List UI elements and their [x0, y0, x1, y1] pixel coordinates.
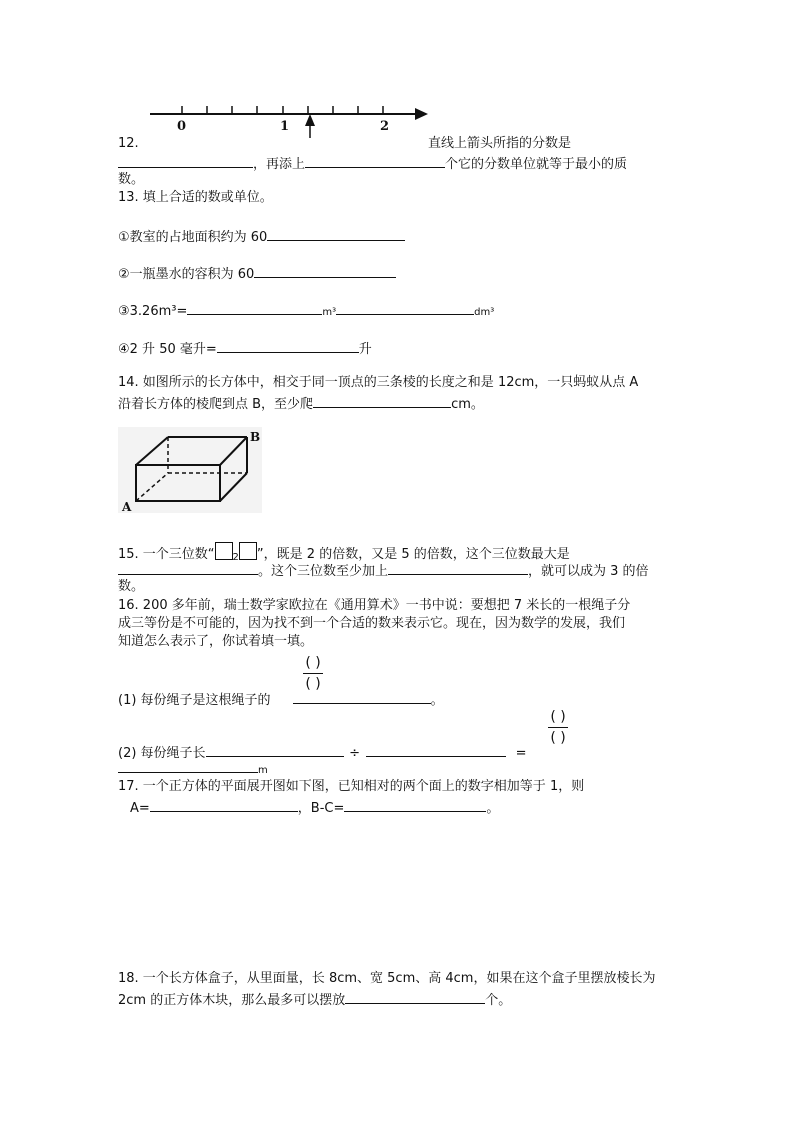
- q15-blank-1[interactable]: [118, 560, 258, 575]
- q15-text-a: 15. 一个三位数“: [118, 547, 215, 562]
- fraction-2-denominator[interactable]: ( ): [550, 730, 566, 746]
- q16-line3: 知道怎么表示了，你试着填一填。: [118, 634, 314, 649]
- q16-part2-blank-1[interactable]: [206, 742, 344, 757]
- axis-label-2: 2: [380, 119, 390, 134]
- q13-item4-text: ④2 升 50 毫升=: [118, 342, 217, 357]
- q17-a-label: A=: [130, 801, 150, 816]
- fraction-1-denominator[interactable]: ( ): [305, 676, 321, 692]
- q14-line2-text: 沿着长方体的棱爬到点 B，至少爬: [118, 397, 314, 412]
- q18-line2-text: 2cm 的正方体木块，那么最多可以摆放: [118, 993, 346, 1008]
- q13-item4: [118, 338, 372, 359]
- q17-bc-label: ，B-C=: [297, 801, 345, 816]
- q13-item1: [118, 226, 405, 247]
- axis-label-1: 1: [280, 119, 290, 134]
- fraction-2-numerator[interactable]: ( ): [548, 709, 568, 728]
- q15-text-b: ”，既是 2 的倍数，又是 5 的倍数，这个三位数最大是: [256, 547, 570, 562]
- q16-part2-line2: [118, 758, 268, 780]
- q13-item3: [118, 300, 494, 322]
- q17-end: 。: [486, 801, 500, 816]
- axis-label-0: 0: [177, 119, 187, 134]
- q16-part1: [118, 689, 444, 710]
- q15-digit: 2: [232, 552, 239, 563]
- q12-text-a: 直线上箭头所指的分数是: [428, 136, 572, 151]
- q12-text-b: ，再添上: [253, 157, 306, 172]
- divide-sign: ÷: [349, 746, 361, 761]
- q16-line2: 成三等份是不可能的，因为找不到一个合适的数来表示它。现在，因为数学的发展，我们: [118, 616, 626, 631]
- q13-item1-blank[interactable]: [267, 226, 405, 241]
- q15-line2: [118, 560, 649, 581]
- q13-item3-blank-1[interactable]: [187, 300, 322, 315]
- fraction-2[interactable]: [548, 709, 568, 746]
- q16-part2-blank-3[interactable]: [118, 758, 258, 773]
- q12-number: 12.: [118, 136, 139, 151]
- q16-unit-m: m: [258, 765, 268, 776]
- equals-sign: =: [515, 746, 527, 761]
- q17-a-blank[interactable]: [150, 797, 298, 812]
- q12-blank-1[interactable]: [118, 153, 253, 168]
- q13-item2-blank[interactable]: [254, 263, 396, 278]
- q16-part1-end: 。: [430, 693, 444, 708]
- fraction-1-numerator[interactable]: ( ): [303, 655, 323, 674]
- q13-title: 13. 填上合适的数或单位。: [118, 190, 273, 205]
- q13-item2: [118, 263, 396, 284]
- digit-box-2[interactable]: [239, 542, 257, 560]
- q18-line2: [118, 989, 511, 1010]
- q14-line1: 14. 如图所示的长方体中，相交于同一顶点的三条棱的长度之和是 12cm，一只蚂蚁从点 A: [118, 375, 639, 390]
- q18-end: 个。: [485, 993, 512, 1008]
- q13-item3-text: ③3.26m³=: [118, 304, 188, 319]
- q14-blank[interactable]: [313, 393, 451, 408]
- cuboid-label-a: A: [122, 500, 132, 514]
- q13-item3-unit-2: dm³: [474, 307, 495, 318]
- q13-item3-blank-2[interactable]: [336, 300, 474, 315]
- cuboid-figure: [118, 427, 262, 513]
- q12-text-d: 数。: [118, 172, 145, 187]
- q16-part1-blank[interactable]: [293, 689, 431, 704]
- q15-line3: 数。: [118, 579, 145, 594]
- q15-text-d: ，就可以成为 3 的倍: [528, 564, 649, 579]
- q15-blank-2[interactable]: [388, 560, 528, 575]
- q14-unit: cm。: [451, 397, 484, 412]
- q12-line2: [118, 153, 627, 174]
- q18-line1: 18. 一个长方体盒子，从里面量，长 8cm、宽 5cm、高 4cm，如果在这个盒子里摆放棱长为: [118, 971, 656, 986]
- q12-text-c: 个它的分数单位就等于最小的质: [445, 157, 628, 172]
- q18-blank[interactable]: [345, 989, 485, 1004]
- q15-text-c: 。这个三位数至少加上: [258, 564, 389, 579]
- q17-bc-blank[interactable]: [344, 797, 486, 812]
- q17-line2: [130, 797, 499, 818]
- q16-part2-blank-2[interactable]: [366, 742, 506, 757]
- q16-part1-text: (1) 每份绳子是这根绳子的: [118, 693, 271, 708]
- q13-item1-text: ①教室的占地面积约为 60: [118, 230, 268, 245]
- q14-line2: [118, 393, 484, 414]
- q12-blank-2[interactable]: [305, 153, 445, 168]
- q13-item2-text: ②一瓶墨水的容积为 60: [118, 267, 255, 282]
- q16-part2-text: (2) 每份绳子长: [118, 746, 206, 761]
- q13-item4-blank[interactable]: [217, 338, 359, 353]
- q13-item3-unit-1: m³: [322, 307, 337, 318]
- q17-line1: 17. 一个正方体的平面展开图如下图，已知相对的两个面上的数字相加等于 1，则: [118, 779, 585, 794]
- q13-item4-unit: 升: [358, 342, 372, 357]
- q16-line1: 16. 200 多年前，瑞士数学家欧拉在《通用算术》一书中说：要想把 7 米长的一根绳子分: [118, 598, 631, 613]
- fraction-1[interactable]: [303, 655, 323, 692]
- digit-box-1[interactable]: [215, 542, 233, 560]
- cuboid-label-b: B: [250, 430, 261, 444]
